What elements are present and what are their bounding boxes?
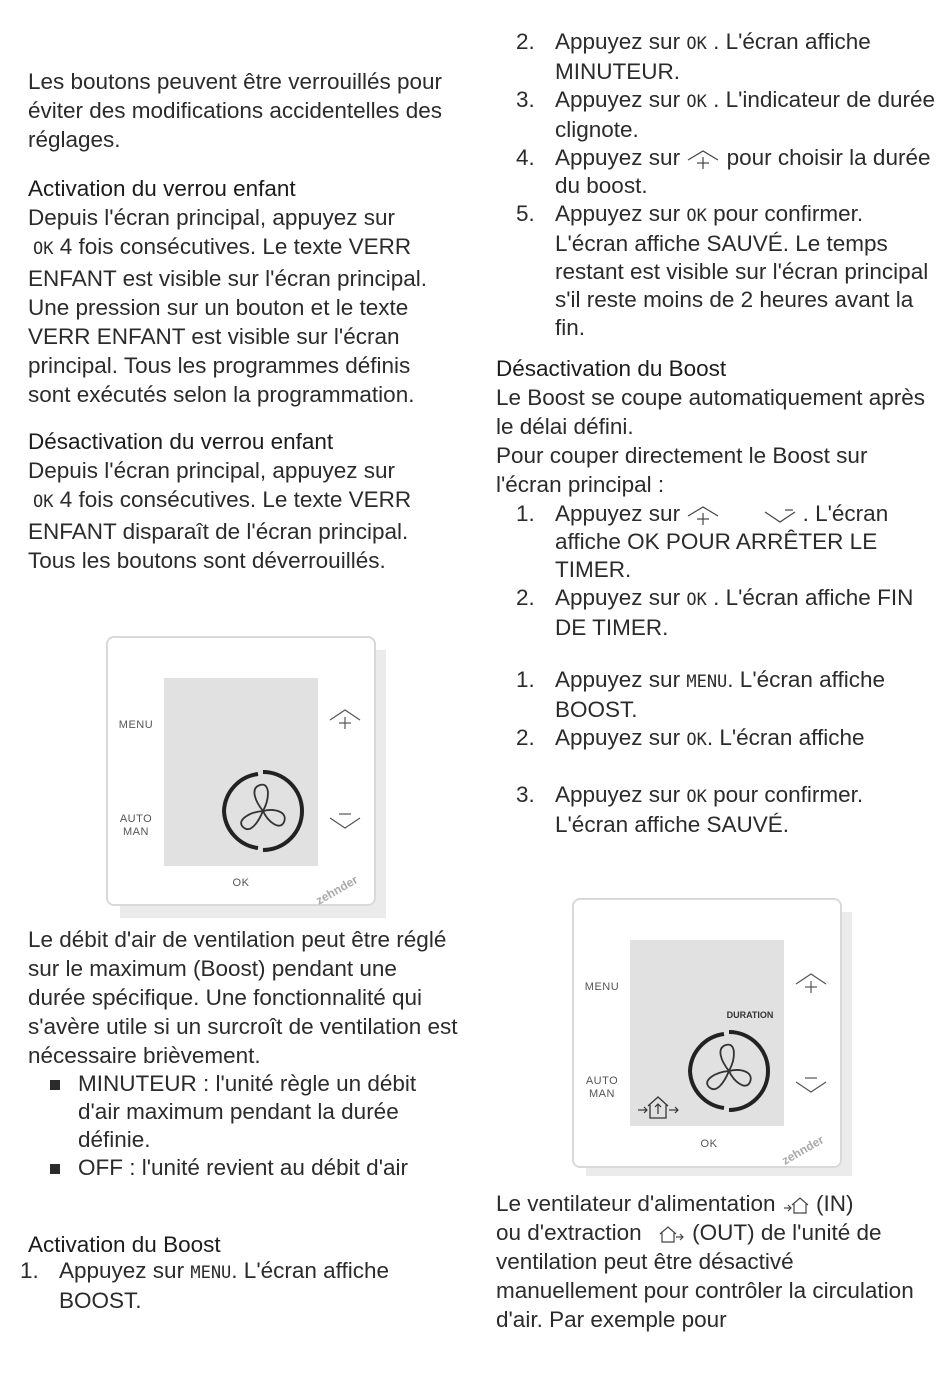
- auto-man-button: AUTO MAN: [119, 813, 153, 838]
- list-item: MINUTEUR : l'unité règle un débit d'air maximum pendant la durée définie.: [0, 1070, 440, 1154]
- brand-logo: zehnder: [313, 872, 361, 908]
- boost-off-steps: [496, 500, 936, 642]
- ok-button: OK: [232, 877, 250, 889]
- list-item: 1. Appuyez sur . L'écran affiche OK POUR ARRÊTER LE TIMER.: [516, 501, 889, 582]
- ok-key: OK: [686, 787, 707, 807]
- boost-on-heading: Activation du Boost: [28, 1232, 221, 1257]
- list-item: 3. Appuyez sur OK pour confirmer. L'écran affiche SAUVÉ.: [516, 782, 864, 837]
- up-plus-icon: [794, 970, 828, 996]
- menu-button: MENU: [584, 981, 620, 993]
- boost-on-steps: [0, 1257, 440, 1315]
- ok-key: OK: [686, 34, 707, 54]
- lock-off-heading: Désactivation du verrou enfant: [28, 429, 334, 454]
- list-item: 2. Appuyez sur OK . L'écran affiche FIN DE TIMER.: [516, 585, 914, 640]
- down-minus-icon: [328, 808, 362, 834]
- ok-key: OK: [686, 92, 707, 112]
- list-item: 2. Appuyez sur OK. L'écran affiche: [516, 725, 865, 750]
- boost-on-steps-continued: [496, 28, 936, 342]
- menu-button: MENU: [118, 719, 154, 731]
- list-item: 4. Appuyez sur pour choisir la durée du boost.: [516, 145, 931, 198]
- thermostat-illustration: [106, 636, 386, 918]
- up-plus-icon: [686, 504, 720, 526]
- ok-button: OK: [700, 1138, 718, 1150]
- ok-key: OK: [33, 239, 54, 259]
- thermostat-duration-illustration: [572, 898, 852, 1178]
- ok-key: OK: [686, 206, 707, 226]
- auto-man-button: AUTO MAN: [585, 1075, 619, 1100]
- timer-off-steps: [496, 666, 936, 839]
- ok-key: OK: [33, 492, 54, 512]
- extract-fan-icon: [658, 1223, 686, 1245]
- fan-icon: [220, 768, 306, 854]
- list-item: 1. Appuyez sur MENU. L'écran affiche BOOST.: [20, 1258, 390, 1313]
- fan-icon: [686, 1028, 772, 1114]
- list-item: 1. Appuyez sur MENU. L'écran affiche BOOST.: [516, 667, 886, 722]
- fan-paragraph: Le ventilateur d'alimentation (IN) ou d'extraction (OUT) de l'unité de ventilation peut être désactivé manuellement pour contrôler la circulation d'air. Par exemple pour: [496, 1191, 914, 1332]
- duration-label: DURATION: [726, 1010, 774, 1020]
- up-plus-icon: [328, 706, 362, 732]
- ventilation-house-icon: [636, 1092, 680, 1122]
- lock-on-heading: Activation du verrou enfant: [28, 176, 296, 201]
- ok-key: OK: [686, 590, 707, 610]
- boost-off-text: Le Boost se coupe automatiquement après le délai défini. Pour couper directement le Boost sur l'écran principal :: [496, 385, 926, 497]
- ok-key: OK: [686, 730, 707, 750]
- list-item: 5. Appuyez sur OK pour confirmer. L'écran affiche SAUVÉ. Le temps restant est visible sur l'écran principal s'il reste moins de 2 heures avant la fin.: [516, 201, 929, 340]
- down-minus-icon: [763, 504, 803, 526]
- list-item: 2. Appuyez sur OK . L'écran affiche MINUTEUR.: [516, 29, 871, 84]
- boost-intro: Le débit d'air de ventilation peut être réglé sur le maximum (Boost) pendant une durée spécifique. Une fonctionnalité qui s'avère utile si un surcroît de ventilation est nécessaire brièvement.: [28, 927, 458, 1068]
- down-minus-icon: [794, 1072, 828, 1098]
- lock-on-text: Depuis l'écran principal, appuyez sur OK 4 fois consécutives. Le texte VERR ENFANT est visible sur l'écran principal. Une pression sur un bouton et le texte VERR ENFANT est visible sur l'écran principal. Tous les programmes définis sont exécutés selon la programmation.: [28, 205, 428, 407]
- menu-key: MENU: [190, 1263, 232, 1283]
- boost-mode-list: [0, 1070, 440, 1182]
- intro-paragraph: Les boutons peuvent être verrouillés pour éviter des modifications accidentelles des réglages.: [28, 69, 443, 152]
- up-plus-icon: [686, 148, 720, 170]
- menu-key: MENU: [686, 672, 728, 692]
- lock-off-text: Depuis l'écran principal, appuyez sur OK 4 fois consécutives. Le texte VERR ENFANT disparaît de l'écran principal. Tous les boutons sont déverrouillés.: [28, 458, 412, 573]
- brand-logo: zehnder: [779, 1132, 827, 1168]
- supply-fan-icon: [782, 1194, 810, 1216]
- list-item: OFF : l'unité revient au débit d'air: [0, 1154, 440, 1182]
- list-item: 3. Appuyez sur OK . L'indicateur de durée clignote.: [516, 87, 936, 142]
- boost-off-heading: Désactivation du Boost: [496, 356, 727, 381]
